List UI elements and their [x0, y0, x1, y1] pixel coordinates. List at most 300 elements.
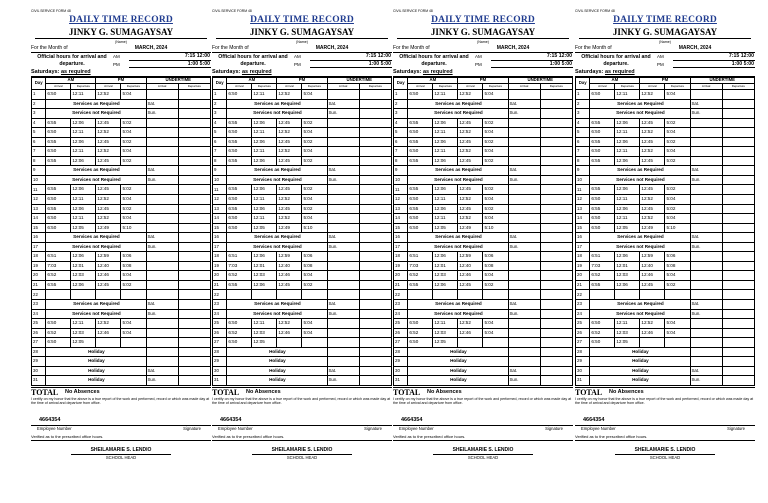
am-departure: 12:11: [615, 90, 640, 100]
day-row: [213, 166, 392, 176]
name-label: (Name): [477, 40, 489, 44]
day-row: [32, 118, 211, 128]
day-row: [32, 204, 211, 214]
undertime-departure: [722, 366, 754, 376]
col-am: AM: [408, 78, 458, 84]
undertime-departure: [722, 328, 754, 338]
undertime-arrival: [508, 185, 540, 195]
time-table: [212, 77, 392, 386]
undertime-arrival: Sun.: [327, 242, 359, 252]
pm-label: PM: [113, 61, 120, 67]
undertime-departure: [178, 175, 210, 185]
am-departure: 12:06: [433, 118, 458, 128]
total-value: No Absences: [609, 388, 644, 395]
pm-arrival: 12:45: [640, 118, 665, 128]
am-label: AM: [113, 54, 120, 59]
undertime-arrival: [690, 347, 722, 357]
am-arrival: 6:55: [227, 204, 252, 214]
undertime-arrival: Sun.: [508, 109, 540, 119]
col-undertime: UNDERTIME: [327, 78, 392, 84]
am-departure: 12:06: [615, 118, 640, 128]
undertime-arrival: Sat.: [146, 166, 178, 176]
day-row: [394, 128, 573, 138]
day-number: 26: [213, 328, 227, 338]
day-note: Holiday: [590, 366, 690, 376]
am-departure: 12:05: [615, 223, 640, 233]
undertime-departure: [178, 233, 210, 243]
day-number: 7: [576, 147, 590, 157]
day-row: [213, 214, 392, 224]
day-number: 14: [394, 214, 408, 224]
pm-departure: 5:04: [665, 147, 690, 157]
undertime-arrival: [690, 204, 722, 214]
undertime-departure: [722, 195, 754, 205]
am-arrival: 6:51: [227, 252, 252, 262]
pm-arrival: 12:40: [96, 261, 121, 271]
day-note: Holiday: [227, 376, 327, 386]
sub-arrival: Arrival: [508, 84, 540, 90]
day-row: [576, 90, 755, 100]
am-arrival: 6:52: [46, 328, 71, 338]
pm-departure: 5:02: [302, 204, 327, 214]
undertime-arrival: Sun.: [327, 309, 359, 319]
sub-departure: Departure: [252, 84, 277, 90]
undertime-arrival: Sun.: [508, 309, 540, 319]
am-departure: 12:03: [71, 271, 96, 281]
am-arrival: 6:50: [46, 338, 71, 348]
pm-arrival: 12:46: [96, 271, 121, 281]
day-note: Holiday: [590, 347, 690, 357]
day-row: [32, 376, 211, 386]
day-number: 27: [32, 338, 46, 348]
undertime-arrival: [508, 147, 540, 157]
undertime-arrival: [146, 137, 178, 147]
undertime-arrival: [327, 223, 359, 233]
day-number: 11: [213, 185, 227, 195]
am-arrival: 6:50: [408, 128, 433, 138]
day-number: 16: [32, 233, 46, 243]
sub-departure: Departure: [178, 84, 210, 90]
undertime-arrival: Sun.: [327, 376, 359, 386]
undertime-departure: [722, 338, 754, 348]
month-value: MARCH, 2024: [496, 45, 530, 51]
day-note: Services as Required: [46, 166, 146, 176]
am-departure: 12:03: [252, 328, 277, 338]
pm-departure: 5:02: [483, 204, 508, 214]
day-row: [213, 300, 392, 310]
pm-arrival: 12:52: [96, 90, 121, 100]
school-head-position: SCHOOL HEAD: [71, 454, 171, 460]
day-row: [213, 147, 392, 157]
am-departure: 12:06: [433, 185, 458, 195]
am-departure: 12:11: [252, 214, 277, 224]
undertime-departure: [178, 214, 210, 224]
pm-arrival: 12:52: [640, 90, 665, 100]
pm-arrival: 12:45: [458, 156, 483, 166]
day-number: 24: [394, 309, 408, 319]
undertime-arrival: Sat.: [327, 366, 359, 376]
name-label: (Name): [659, 40, 671, 44]
undertime-arrival: [146, 328, 178, 338]
dtr-form: [575, 10, 755, 495]
pm-arrival: 12:49: [458, 223, 483, 233]
month-row: [31, 45, 211, 53]
undertime-arrival: [327, 290, 359, 300]
day-number: 23: [213, 300, 227, 310]
undertime-departure: [722, 166, 754, 176]
pm-departure: 5:06: [483, 252, 508, 262]
pm-arrival: [96, 290, 121, 300]
undertime-arrival: Sun.: [690, 242, 722, 252]
day-number: 9: [213, 166, 227, 176]
pm-arrival: 12:59: [640, 252, 665, 262]
undertime-departure: [722, 309, 754, 319]
pm-departure: 5:08: [483, 261, 508, 271]
day-row: [394, 147, 573, 157]
undertime-arrival: [690, 328, 722, 338]
pm-arrival: 12:45: [96, 137, 121, 147]
day-row: [213, 223, 392, 233]
undertime-departure: [722, 109, 754, 119]
day-number: 2: [394, 99, 408, 109]
pm-departure: 5:10: [483, 223, 508, 233]
time-table: [393, 77, 573, 386]
day-row: [213, 204, 392, 214]
undertime-departure: [722, 271, 754, 281]
pm-departure: 5:02: [483, 118, 508, 128]
pm-departure: 5:02: [121, 137, 146, 147]
am-label: AM: [294, 54, 301, 59]
undertime-departure: [178, 166, 210, 176]
am-hours: 7:15 12:00: [310, 53, 392, 61]
day-number: 2: [576, 99, 590, 109]
col-pm: PM: [458, 78, 508, 84]
pm-departure: 5:04: [665, 90, 690, 100]
day-number: 29: [576, 357, 590, 367]
day-row: [394, 137, 573, 147]
day-number: 1: [32, 90, 46, 100]
am-arrival: 6:50: [46, 223, 71, 233]
undertime-departure: [359, 147, 391, 157]
day-number: 3: [394, 109, 408, 119]
am-arrival: 6:52: [590, 328, 615, 338]
saturdays-row: [575, 69, 755, 77]
day-note: Services as Required: [590, 300, 690, 310]
am-arrival: 6:55: [227, 280, 252, 290]
day-row: [213, 128, 392, 138]
am-departure: 12:03: [433, 271, 458, 281]
day-row: [576, 118, 755, 128]
pm-departure: [483, 338, 508, 348]
am-arrival: 6:52: [408, 271, 433, 281]
undertime-departure: [540, 214, 572, 224]
day-number: 11: [576, 185, 590, 195]
day-row: [32, 328, 211, 338]
month-label: For the Month of: [393, 45, 430, 51]
saturdays-row: [31, 69, 211, 77]
undertime-departure: [722, 99, 754, 109]
undertime-arrival: [508, 128, 540, 138]
day-row: [394, 166, 573, 176]
school-head-position: SCHOOL HEAD: [615, 454, 715, 460]
day-row: [576, 185, 755, 195]
day-number: 21: [394, 280, 408, 290]
day-number: 25: [32, 319, 46, 329]
undertime-departure: [178, 319, 210, 329]
am-arrival: 6:50: [408, 195, 433, 205]
am-departure: 12:11: [433, 214, 458, 224]
undertime-arrival: [146, 185, 178, 195]
undertime-departure: [540, 90, 572, 100]
day-row: [576, 280, 755, 290]
undertime-arrival: [508, 223, 540, 233]
employee-name: JINKY G. SUMAGAYSAY: [397, 27, 569, 39]
day-row: [576, 376, 755, 386]
undertime-arrival: [327, 195, 359, 205]
employee-name: JINKY G. SUMAGAYSAY: [579, 27, 751, 39]
pm-departure: 5:04: [302, 319, 327, 329]
am-departure: 12:11: [252, 319, 277, 329]
day-row: [213, 309, 392, 319]
undertime-departure: [359, 214, 391, 224]
undertime-departure: [178, 195, 210, 205]
undertime-arrival: Sat.: [146, 366, 178, 376]
pm-arrival: 12:49: [277, 223, 302, 233]
pm-arrival: [277, 290, 302, 300]
sub-departure: Departure: [615, 84, 640, 90]
pm-arrival: 12:45: [277, 137, 302, 147]
day-row: [213, 328, 392, 338]
undertime-departure: [359, 376, 391, 386]
day-note: Services as Required: [408, 99, 508, 109]
sub-departure: Departure: [71, 84, 96, 90]
undertime-departure: [178, 223, 210, 233]
day-row: [213, 366, 392, 376]
col-am: AM: [227, 78, 277, 84]
day-row: [576, 128, 755, 138]
pm-departure: 5:02: [121, 280, 146, 290]
day-number: 4: [213, 118, 227, 128]
day-row: [32, 252, 211, 262]
official-hours: [212, 53, 392, 69]
undertime-departure: [722, 147, 754, 157]
certification-text: I certify on my honor that the above is a true report of the work and performed, record or which was made day at the time of arrival and departure from office.: [575, 396, 754, 406]
undertime-arrival: Sat.: [146, 233, 178, 243]
am-departure: 12:05: [71, 223, 96, 233]
undertime-departure: [722, 233, 754, 243]
am-arrival: 6:50: [590, 223, 615, 233]
am-label: AM: [657, 54, 664, 59]
undertime-departure: [722, 252, 754, 262]
pm-arrival: 12:59: [277, 252, 302, 262]
undertime-arrival: [508, 252, 540, 262]
undertime-departure: [359, 338, 391, 348]
pm-arrival: 12:59: [96, 252, 121, 262]
undertime-departure: [359, 347, 391, 357]
col-undertime: UNDERTIME: [146, 78, 211, 84]
certification-text: I certify on my honor that the above is a true report of the work and performed, record or which was made day at the time of arrival and departure from office.: [393, 396, 572, 406]
day-number: 25: [394, 319, 408, 329]
undertime-arrival: Sat.: [508, 99, 540, 109]
undertime-arrival: [690, 261, 722, 271]
verified-label: Verified as to the prescribed office hours.: [31, 433, 211, 441]
total-value: No Absences: [427, 388, 462, 395]
undertime-arrival: [690, 252, 722, 262]
undertime-arrival: [146, 290, 178, 300]
pm-arrival: 12:52: [458, 319, 483, 329]
form-title: DAILY TIME RECORD: [69, 15, 173, 25]
undertime-arrival: Sun.: [690, 175, 722, 185]
am-departure: 12:01: [71, 261, 96, 271]
undertime-departure: [540, 271, 572, 281]
undertime-departure: [359, 233, 391, 243]
day-number: 5: [576, 128, 590, 138]
col-am: AM: [46, 78, 96, 84]
day-number: 9: [576, 166, 590, 176]
day-row: [394, 204, 573, 214]
day-row: [32, 242, 211, 252]
undertime-departure: [359, 175, 391, 185]
am-arrival: 6:50: [590, 338, 615, 348]
am-departure: 12:05: [433, 223, 458, 233]
col-day: Day: [32, 78, 46, 90]
day-number: 16: [576, 233, 590, 243]
day-row: [576, 175, 755, 185]
day-row: [394, 261, 573, 271]
sub-arrival: Arrival: [146, 84, 178, 90]
pm-departure: 5:04: [121, 147, 146, 157]
am-departure: 12:11: [615, 195, 640, 205]
day-number: 13: [394, 204, 408, 214]
pm-arrival: 12:45: [277, 185, 302, 195]
month-label: For the Month of: [575, 45, 612, 51]
pm-label: PM: [475, 61, 482, 67]
month-value: MARCH, 2024: [678, 45, 712, 51]
form-title: DAILY TIME RECORD: [250, 15, 354, 25]
sub-departure: Departure: [433, 84, 458, 90]
day-row: [576, 99, 755, 109]
pm-departure: 5:04: [121, 214, 146, 224]
pm-departure: 5:02: [302, 118, 327, 128]
month-row: [212, 45, 392, 53]
undertime-arrival: [146, 195, 178, 205]
pm-departure: 5:04: [121, 128, 146, 138]
undertime-arrival: Sat.: [508, 166, 540, 176]
am-departure: 12:01: [615, 261, 640, 271]
pm-departure: 5:04: [483, 328, 508, 338]
day-note: Holiday: [46, 347, 146, 357]
day-number: 16: [213, 233, 227, 243]
day-row: [576, 290, 755, 300]
am-arrival: 6:55: [408, 137, 433, 147]
sub-departure: Departure: [722, 84, 754, 90]
am-arrival: 6:55: [46, 156, 71, 166]
undertime-departure: [178, 280, 210, 290]
undertime-arrival: [327, 137, 359, 147]
day-row: [394, 156, 573, 166]
undertime-arrival: Sat.: [327, 233, 359, 243]
am-arrival: 6:50: [227, 319, 252, 329]
undertime-arrival: [690, 319, 722, 329]
undertime-departure: [722, 357, 754, 367]
undertime-arrival: Sun.: [508, 376, 540, 386]
pm-label: PM: [294, 61, 301, 67]
day-row: [576, 195, 755, 205]
undertime-arrival: [146, 214, 178, 224]
pm-departure: 5:04: [302, 214, 327, 224]
day-note: Services not Required: [46, 109, 146, 119]
day-number: 31: [394, 376, 408, 386]
day-note: Services not Required: [408, 175, 508, 185]
pm-departure: 5:02: [665, 280, 690, 290]
undertime-arrival: Sun.: [327, 109, 359, 119]
undertime-departure: [178, 290, 210, 300]
undertime-arrival: Sat.: [690, 233, 722, 243]
day-number: 26: [32, 328, 46, 338]
undertime-arrival: [327, 156, 359, 166]
am-arrival: 6:50: [408, 90, 433, 100]
undertime-arrival: [690, 223, 722, 233]
employee-number-label: Employee Number: [218, 425, 253, 431]
undertime-departure: [359, 137, 391, 147]
undertime-arrival: [327, 204, 359, 214]
pm-departure: [665, 290, 690, 300]
am-arrival: 6:55: [590, 204, 615, 214]
am-departure: 12:06: [433, 137, 458, 147]
pm-arrival: 12:52: [458, 214, 483, 224]
undertime-departure: [722, 214, 754, 224]
employee-name: JINKY G. SUMAGAYSAY: [35, 27, 207, 39]
day-row: [32, 233, 211, 243]
pm-departure: 5:02: [302, 137, 327, 147]
day-number: 4: [576, 118, 590, 128]
day-note: Services not Required: [46, 242, 146, 252]
day-number: 13: [213, 204, 227, 214]
day-row: [32, 195, 211, 205]
undertime-arrival: Sat.: [690, 166, 722, 176]
day-row: [576, 271, 755, 281]
school-head-name: SHEILAMARIE S. LENDIO: [634, 446, 696, 453]
signature-label: Signature: [545, 425, 563, 431]
undertime-arrival: [327, 357, 359, 367]
day-note: Services as Required: [408, 233, 508, 243]
undertime-departure: [722, 128, 754, 138]
am-departure: 12:11: [71, 319, 96, 329]
total-value: No Absences: [246, 388, 281, 395]
pm-arrival: 12:45: [640, 204, 665, 214]
undertime-arrival: Sat.: [327, 300, 359, 310]
pm-departure: 5:04: [665, 319, 690, 329]
pm-hours: 1:00 5:00: [673, 61, 755, 69]
pm-departure: 5:02: [302, 185, 327, 195]
am-arrival: 7:03: [590, 261, 615, 271]
pm-departure: 5:04: [483, 147, 508, 157]
day-number: 27: [394, 338, 408, 348]
undertime-departure: [359, 309, 391, 319]
pm-departure: 5:04: [483, 195, 508, 205]
am-arrival: 6:55: [227, 156, 252, 166]
am-label: AM: [475, 54, 482, 59]
dtr-form: [31, 10, 211, 495]
undertime-departure: [178, 137, 210, 147]
school-head-name: SHEILAMARIE S. LENDIO: [452, 446, 514, 453]
pm-arrival: 12:52: [640, 319, 665, 329]
pm-departure: [302, 290, 327, 300]
undertime-departure: [722, 347, 754, 357]
day-row: [394, 99, 573, 109]
day-note: Services not Required: [46, 175, 146, 185]
day-row: [213, 175, 392, 185]
